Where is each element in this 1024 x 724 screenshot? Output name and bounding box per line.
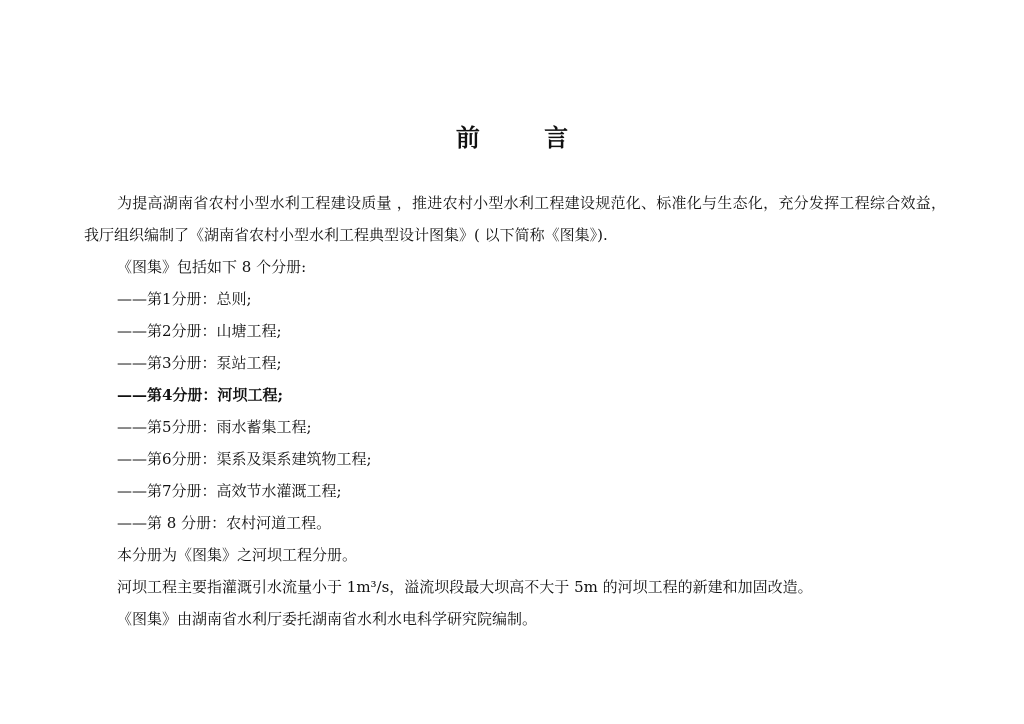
volume-item-7: ——第7分册：高效节水灌溉工程; — [117, 482, 342, 500]
volume-item-6: ——第6分册：渠系及渠系建筑物工程; — [117, 450, 372, 468]
intro-paragraph: 为提高湖南省农村小型水利工程建设质量 ，推进农村小型水利工程建设规范化、标准化与生态化，充分发挥工程综合效益，我厅组织编制了《湖南省农村小型水利工程典型设计图集》( 以下简称《图集》). — [84, 194, 946, 244]
compiler-note: 《图集》由湖南省水利厅委托湖南省水利水电科学研究院编制。 — [117, 610, 538, 628]
preface-body — [84, 187, 946, 635]
volume-item-4-current: ——第4分册：河坝工程; — [117, 386, 283, 404]
volume-item-8: ——第 8 分册：农村河道工程。 — [117, 514, 332, 532]
page-title: 前 言 — [455, 123, 597, 152]
volume-item-1: ——第1分册：总则; — [117, 290, 252, 308]
volume-item-5: ——第5分册：雨水蓄集工程; — [117, 418, 312, 436]
this-volume-note: 本分册为《图集》之河坝工程分册。 — [117, 546, 358, 564]
volumes-intro: 《图集》包括如下 8 个分册: — [117, 258, 307, 276]
volume-item-2: ——第2分册：山塘工程; — [117, 322, 282, 340]
scope-note: 河坝工程主要指灌溉引水流量小于 1m³/s，溢流坝段最大坝高不大于 5m 的河坝工程的新建和加固改造。 — [117, 578, 813, 596]
volume-item-3: ——第3分册：泵站工程; — [117, 354, 282, 372]
